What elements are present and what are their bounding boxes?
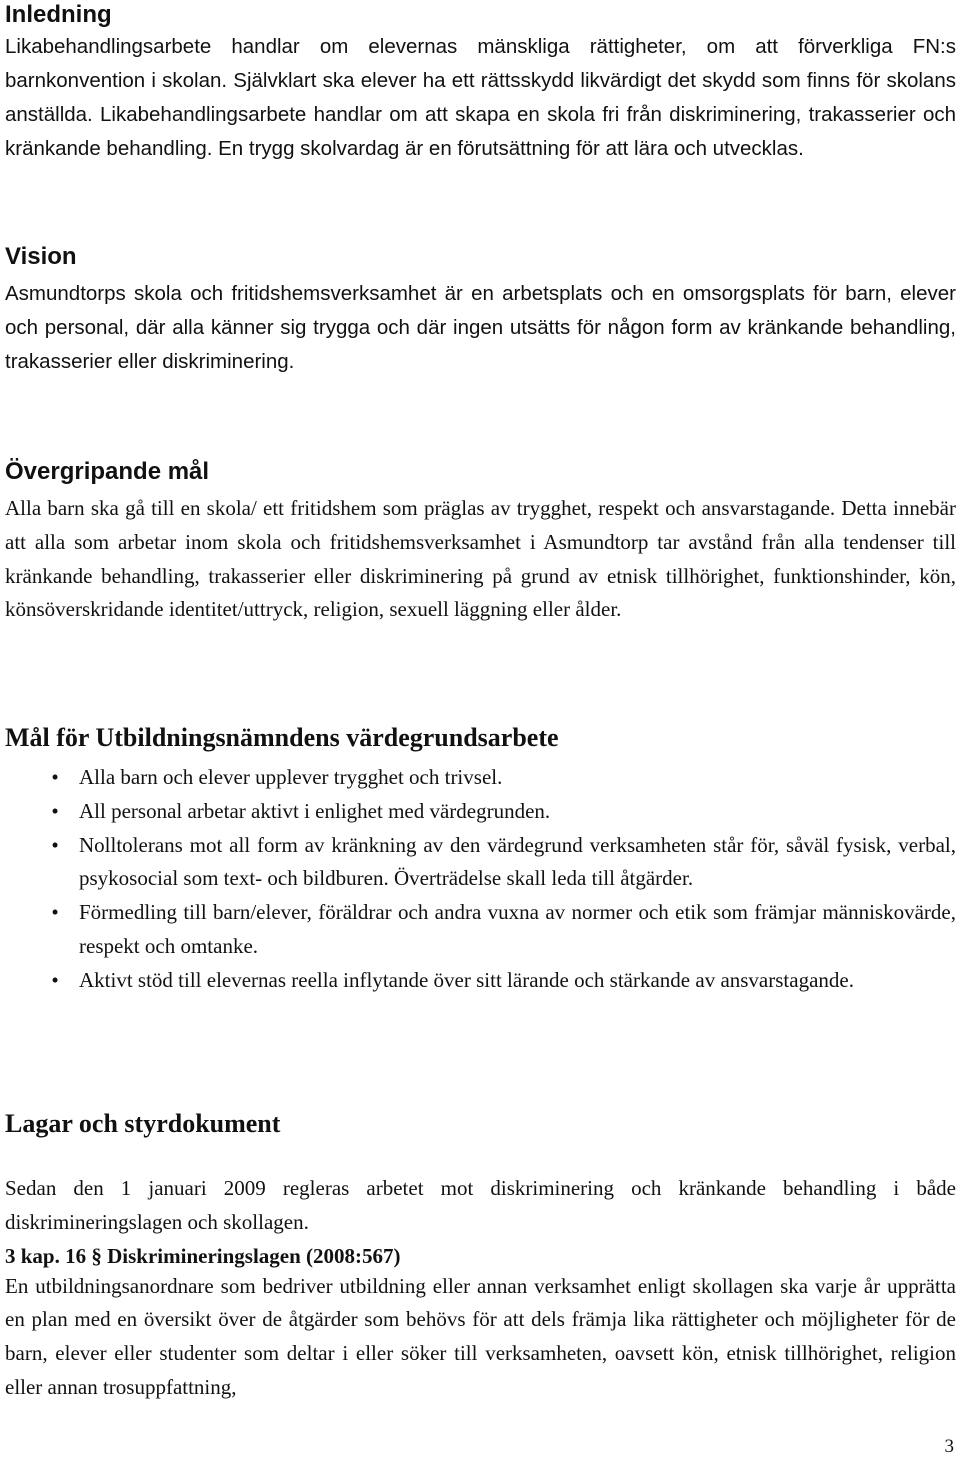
list-item-text: Alla barn och elever upplever trygghet och trivsel.: [79, 765, 503, 789]
laws-section: [5, 1109, 956, 1405]
laws-heading: Lagar och styrdokument: [5, 1109, 281, 1138]
intro-paragraph: Likabehandlingsarbete handlar om elevernas mänskliga rättigheter, om att förverkliga FN:s barnkonvention i skolan. Självklart ska elever ha ett rättsskydd likvärdigt det skydd som finns för skolans anställda. Likabehandlingsarbete handlar om att skapa en skola fri från diskriminering, trakasserier och kränkande behandling. En trygg skolvardag är en förutsättning för att lära och utvecklas.: [5, 35, 956, 160]
vision-heading: Vision: [5, 243, 77, 270]
vision-paragraph: Asmundtorps skola och fritidshemsverksamhet är en arbetsplats och en omsorgsplats för barn, elever och personal, där alla känner sig trygga och där ingen utsätts för någon form av kränkande behandling, trakasserier eller diskriminering.: [5, 282, 956, 373]
vision-section: [5, 243, 956, 379]
board-goals-list: [5, 761, 956, 998]
list-item: [5, 896, 956, 964]
list-item-text: Aktivt stöd till elevernas reella inflytande över sitt lärande och stärkande av ansvarstagande.: [79, 967, 854, 992]
bullet-icon: •: [51, 798, 59, 823]
overall-goal-sentence-1: Alla barn ska gå till en skola/ ett fritidshem som präglas av trygghet, respekt och ansvarstagande.: [5, 496, 836, 520]
bullet-icon: •: [51, 832, 59, 857]
list-item: [5, 829, 956, 897]
page-number: 3: [944, 1436, 954, 1457]
overall-goal-section: [5, 458, 956, 627]
board-goals-section: [5, 723, 956, 998]
intro-heading: Inledning: [5, 1, 112, 28]
list-item: [5, 795, 956, 829]
overall-goal-sentence-2: Detta innebär att alla som arbetar inom skola och fritidshemsverksamhet i Asmundtorp tar avstånd från alla tendenser till kränkande behandling, trakasserier eller diskriminering på grund av etnisk tillhörighet, funktionshinder, kön, könsöverskridande identitet/uttryck, religion, sexuell läggning eller ålder.: [5, 496, 956, 622]
list-item-text: Nolltolerans mot all form av kränkning av den värdegrund verksamheten står för, såväl fysisk, verbal, psykosocial som text- och bildburen. Överträdelse skall leda till åtgärder.: [79, 832, 956, 891]
law-reference-heading: 3 kap. 16 § Diskrimineringslagen (2008:567): [5, 1243, 401, 1268]
overall-goal-heading: Övergripande mål: [5, 458, 210, 485]
bullet-icon: •: [51, 967, 59, 992]
board-goals-heading: Mål för Utbildningsnämndens värdegrundsarbete: [5, 723, 559, 752]
bullet-icon: •: [51, 765, 59, 789]
intro-section: [5, 0, 956, 166]
overall-goal-paragraph: [5, 492, 956, 627]
law-reference-paragraph: En utbildningsanordnare som bedriver utbildning eller annan verksamhet enligt skollagen ska varje år upprätta en plan med en översikt över de åtgärder som behövs för att dels främja lika rättigheter och möjligheter för de barn, elever eller studenter som deltar i eller söker till verksamheten, oavsett kön, etnisk tillhörighet, religion eller annan trosuppfattning,: [5, 1273, 956, 1399]
list-item: [5, 761, 956, 795]
laws-paragraph: Sedan den 1 januari 2009 regleras arbetet mot diskriminering och kränkande behandling i både diskrimineringslagen och skollagen.: [5, 1176, 956, 1234]
list-item-text: Förmedling till barn/elever, föräldrar och andra vuxna av normer och etik som främjar människovärde, respekt och omtanke.: [79, 900, 956, 958]
list-item: [5, 964, 956, 998]
list-item-text: All personal arbetar aktivt i enlighet med värdegrunden.: [79, 798, 551, 823]
bullet-icon: •: [51, 900, 59, 925]
